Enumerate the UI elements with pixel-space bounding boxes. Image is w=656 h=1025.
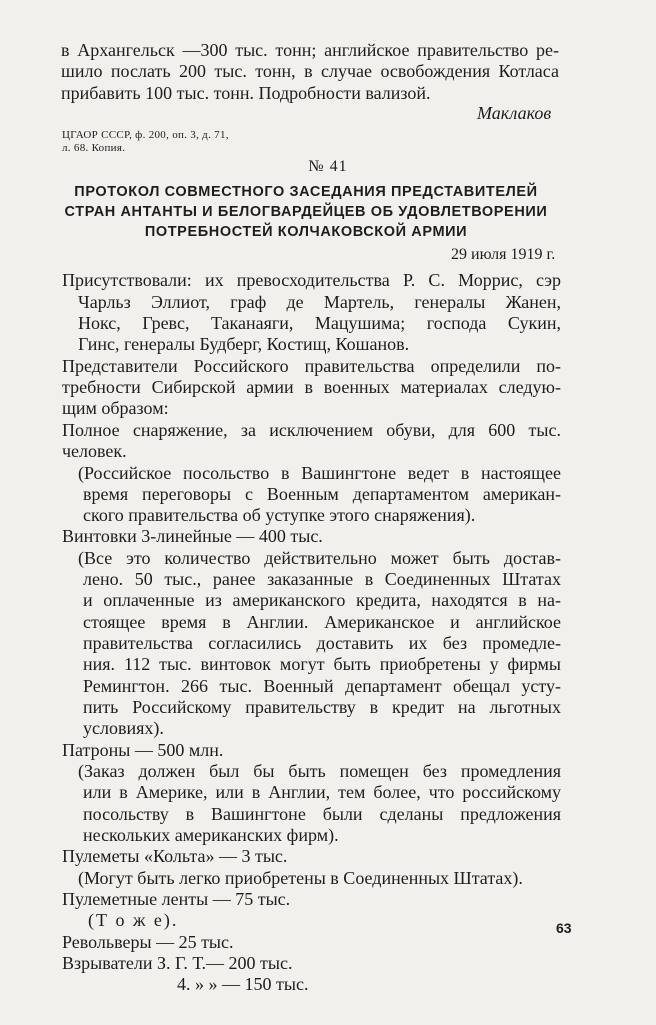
rifles-note-line-2: лено. 50 тыс., ранее заказанные в Соединенных Штатах (83, 569, 561, 589)
rifles-note-line-4: стоящее время в Англии. Американское и английское (83, 612, 561, 632)
revolvers-line: Револьверы — 25 тыс. (62, 932, 234, 952)
title-line-3: ПОТРЕБНОСТЕЙ КОЛЧАКОВСКОЙ АРМИИ (144, 224, 468, 240)
page-number: 63 (556, 920, 572, 936)
rifles-note-line-5: правительства согласились доставить их без промедле- (83, 633, 561, 653)
cartridges-note-line-4: нескольких американских фирм). (83, 825, 339, 845)
equipment-note-line-3: ского правительства об уступке этого снаряжения). (83, 505, 476, 525)
top-text-line-3: прибавить 100 тыс. тонн. Подробности вализой. (61, 83, 431, 103)
cartridges-note-line-2: или в Америке, или в Англии, тем более, что российскому (83, 782, 561, 802)
rifles-note-line-7: Ремингтон. 266 тыс. Военный департамент обещал усту- (83, 676, 561, 696)
cartridges-note-line-1: (Заказ должен был бы быть помещен без промедления (78, 761, 561, 781)
intro-line-2: требности Сибирской армии в военных материалах следую- (62, 377, 561, 397)
rifles-note-line-8: пить Российскому правительству в кредит на льготных (83, 697, 561, 717)
equipment-note-line-1: (Российское посольство в Вашингтоне ведет в настоящее (78, 463, 561, 483)
signature: Маклаков (477, 103, 552, 123)
belts-line: Пулеметные ленты — 75 тыс. (62, 889, 291, 909)
present-line-1: Присутствовали: их превосходительства Р. С. Моррис, сэр (62, 270, 561, 290)
fuses-line-1: Взрыватели З. Г. Т.— 200 тыс. (62, 953, 293, 973)
document-date: 29 июля 1919 г. (451, 246, 556, 263)
equipment-line-1: Полное снаряжение, за исключением обуви, для 600 тыс. (62, 420, 561, 440)
archive-ref-line-1: ЦГАОР СССР, ф. 200, оп. 3, д. 71, (62, 129, 229, 141)
rifles-line: Винтовки 3-линейные — 400 тыс. (62, 526, 323, 546)
cartridges-note-line-3: посольству в Вашингтоне были сделаны предложения (83, 804, 561, 824)
machine-guns-line: Пулеметы «Кольта» — 3 тыс. (62, 846, 288, 866)
document-number: № 41 (308, 158, 348, 175)
present-line-2: Чарльз Эллиот, граф де Мартель, генералы Жанен, (78, 292, 561, 312)
top-text-line-2: шило послать 200 тыс. тонн, в случае освобождения Котласа (61, 61, 559, 81)
intro-line-1: Представители Российского правительства определили по- (62, 356, 561, 376)
cartridges-line: Патроны — 500 млн. (62, 740, 224, 760)
equipment-line-2: человек. (62, 441, 127, 461)
rifles-note-line-9: условиях). (83, 718, 164, 738)
belts-note: (Т о ж е). (88, 910, 179, 930)
fuses-line-2: 4. » » — 150 тыс. (177, 974, 309, 994)
machine-guns-note: (Могут быть легко приобретены в Соединенных Штатах). (78, 868, 523, 888)
rifles-note-line-3: и оплаченные из американского кредита, находятся в на- (83, 590, 561, 610)
archive-ref-line-2: л. 68. Копия. (62, 142, 126, 154)
present-line-4: Гинс, генералы Будберг, Костищ, Кошанов. (78, 334, 410, 354)
present-line-3: Нокс, Гревс, Таканаяги, Мацушима; господа Сукин, (78, 313, 561, 333)
top-text-line-1: в Архангельск —300 тыс. тонн; английское правительство ре- (61, 40, 559, 60)
intro-line-3: щим образом: (62, 398, 169, 418)
rifles-note-line-1: (Все это количество действительно может быть достав- (78, 548, 561, 568)
equipment-note-line-2: время переговоры с Военным департаментом американ- (83, 484, 561, 504)
title-line-1: ПРОТОКОЛ СОВМЕСТНОГО ЗАСЕДАНИЯ ПРЕДСТАВИТЕЛЕЙ (74, 184, 538, 200)
title-line-2: СТРАН АНТАНТЫ И БЕЛОГВАРДЕЙЦЕВ ОБ УДОВЛЕТВОРЕНИИ (64, 204, 548, 220)
rifles-note-line-6: ния. 112 тыс. винтовок могут быть приобретены у фирмы (83, 654, 561, 674)
